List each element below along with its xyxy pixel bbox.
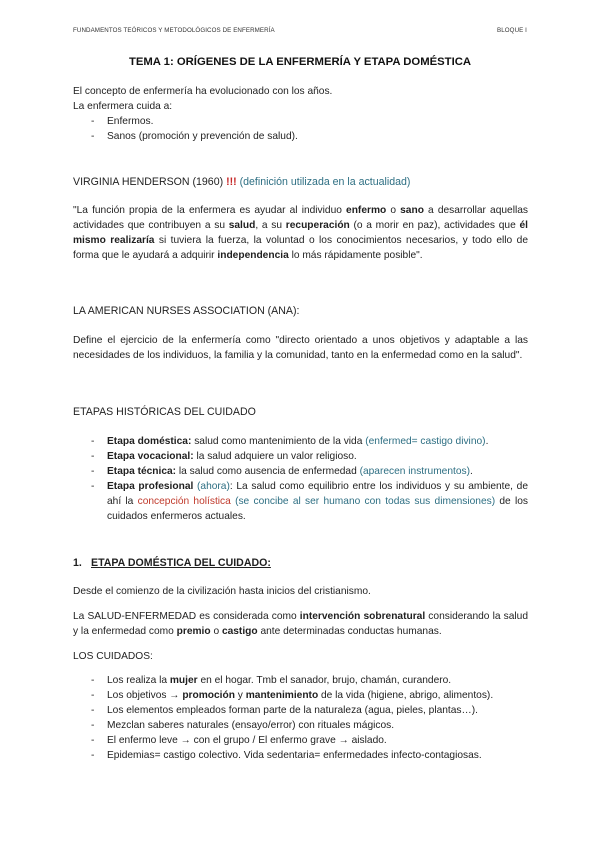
salud-enfermedad-paragraph — [73, 609, 528, 639]
etapa-text: la salud adquiere un valor religioso. — [193, 451, 357, 462]
item-text: en el hogar. Tmb el sanador, brujo, chamán, curandero. — [197, 675, 452, 686]
quote-bold-recuperacion: recuperación — [285, 220, 350, 231]
quote-text: lo más rápidamente posible". — [288, 250, 423, 261]
quote-bold-el-mismo: él mismo realizaría — [73, 220, 528, 246]
para-text: o — [210, 626, 222, 637]
quote-text: , a su — [255, 220, 286, 231]
etapa-end: . — [470, 466, 473, 477]
etapa-profesional — [73, 479, 528, 524]
para-text: ante determinadas conductas humanas. — [257, 626, 442, 637]
intro-section — [73, 84, 528, 144]
ana-text: Define el ejercicio de la enfermería como "directo orientado a unos objetivos y adaptable a las necesidades de los individuos, la familia y la comunidad, tanto en la enfermedad como en la salud". — [73, 335, 528, 361]
etapa-note: (ahora) — [193, 481, 230, 492]
quote-text: (o a morir en paz), actividades que — [349, 220, 520, 231]
henderson-name: VIRGINIA HENDERSON (1960) — [73, 176, 224, 188]
henderson-note: (definición utilizada en la actualidad) — [239, 176, 411, 188]
etapa-end: de los cuidados enfermeros actuales. — [107, 496, 529, 522]
item-text: Los realiza la — [107, 675, 170, 686]
etapa-label: Etapa doméstica: — [107, 436, 192, 447]
cuidado-item: - Epidemias= castigo colectivo. Vida sedentaria= enfermedades infecto-contagiosas. — [73, 748, 528, 763]
etapa-note: (enfermed= castigo divino) — [365, 436, 486, 447]
etapa-label: Etapa vocacional: — [107, 451, 194, 462]
etapa-domestica — [73, 434, 528, 449]
cuidado-item: - Mezclan saberes naturales (ensayo/error) con rituales mágicos. — [73, 718, 528, 733]
quote-bold-independencia: independencia — [217, 250, 289, 261]
section-title: ETAPA DOMÉSTICA DEL CUIDADO: — [91, 557, 271, 569]
para-bold-sobrenatural: intervención sobrenatural — [299, 611, 426, 622]
item-bold: mantenimiento — [245, 690, 319, 701]
etapa-text: salud como mantenimiento de la vida — [191, 436, 366, 447]
section-1-intro: Desde el comienzo de la civilización hasta inicios del cristianismo. — [73, 586, 371, 597]
intro-item-enfermos: - Enfermos. — [73, 114, 528, 129]
cuidado-item: - El enfermo leve → con el grupo / El enfermo grave → aislado. — [73, 733, 528, 748]
cuidado-item — [73, 688, 528, 703]
running-header-course: FUNDAMENTOS TEÓRICOS Y METODOLÓGICOS DE ENFERMERÍA — [73, 27, 275, 34]
running-header-block: BLOQUE I — [496, 27, 527, 34]
cuidado-item: - Los elementos empleados forman parte de la naturaleza (agua, pieles, plantas…). — [73, 703, 528, 718]
etapa-text: : La salud como equilibrio entre los individuos y su ambiente, de ahí la — [107, 481, 529, 507]
para-text: La SALUD-ENFERMEDAD es considerada como — [73, 611, 300, 622]
section-number: 1. — [73, 557, 82, 569]
ana-heading: LA AMERICAN NURSES ASSOCIATION (ANA): — [73, 305, 300, 317]
section-1-heading — [73, 556, 546, 571]
holistic-concept: concepción holística — [137, 496, 231, 507]
cuidado-item — [73, 673, 528, 688]
intro-line-2: La enfermera cuida a: — [73, 101, 173, 112]
henderson-quote — [73, 203, 528, 263]
para-bold-castigo: castigo — [221, 626, 258, 637]
quote-text: o — [386, 205, 401, 216]
etapa-vocacional — [73, 449, 528, 464]
etapa-label: Etapa técnica: — [107, 466, 177, 477]
page-title: TEMA 1: ORÍGENES DE LA ENFERMERÍA Y ETAPA DOMÉSTICA — [128, 56, 472, 68]
etapa-text: la salud como ausencia de enfermedad — [176, 466, 360, 477]
etapas-heading: ETAPAS HISTÓRICAS DEL CUIDADO — [73, 406, 256, 418]
quote-text: si tuviera la fuerza, la voluntad o los conocimientos necesarios, y todo ello de forma que le ayudará a adquirir — [73, 235, 528, 261]
quote-bold-enfermo: enfermo — [346, 205, 387, 216]
item-text: Los objetivos → — [107, 690, 183, 701]
item-text: de la vida (higiene, abrigo, alimentos). — [318, 690, 494, 701]
intro-item-sanos: - Sanos (promoción y prevención de salud). — [73, 129, 528, 144]
etapa-tecnica — [73, 464, 528, 479]
item-bold: mujer — [169, 675, 198, 686]
quote-bold-sano: sano — [400, 205, 424, 216]
important-mark: !!! — [226, 176, 237, 188]
item-bold: promoción — [182, 690, 235, 701]
cuidados-heading: LOS CUIDADOS: — [73, 651, 153, 662]
etapa-end: . — [485, 436, 489, 447]
etapas-list — [73, 434, 528, 524]
henderson-heading — [73, 175, 528, 190]
etapa-note-2: (se concibe al ser humano con todas sus dimensiones) — [230, 496, 496, 507]
item-text: y — [234, 690, 246, 701]
cuidados-list — [73, 673, 528, 763]
para-text: considerando la salud y la enfermedad como — [73, 611, 528, 637]
quote-text: "La función propia de la enfermera es ayudar al individuo — [73, 205, 347, 216]
etapa-label: Etapa profesional — [107, 481, 194, 492]
quote-text: a desarrollar aquellas actividades que contribuyen a su — [73, 205, 529, 231]
quote-bold-salud: salud — [228, 220, 256, 231]
para-bold-premio: premio — [176, 626, 211, 637]
etapa-note: (aparecen instrumentos) — [359, 466, 470, 477]
intro-line-1: El concepto de enfermería ha evolucionado con los años. — [73, 86, 333, 97]
